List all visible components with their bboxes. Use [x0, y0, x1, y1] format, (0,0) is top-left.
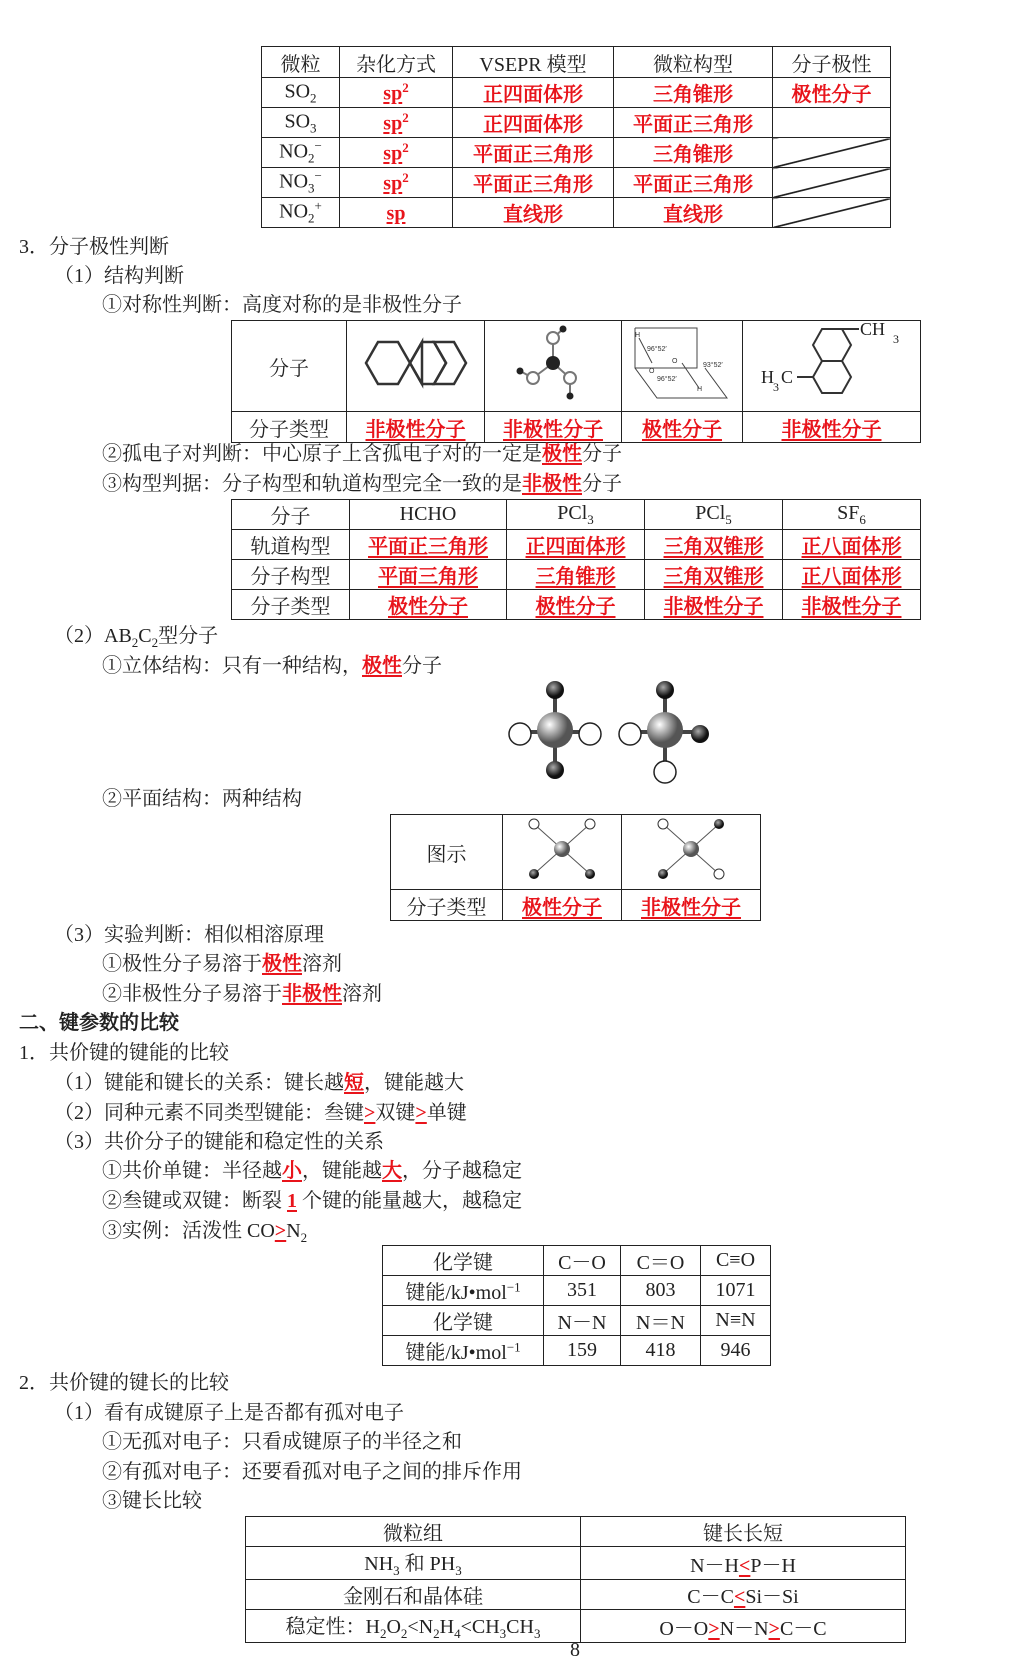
particle: $NO_3^-$	[262, 168, 340, 198]
molecule-type: 非极性分子	[365, 418, 466, 441]
hybridization-table	[261, 46, 891, 228]
answer: 大	[382, 1160, 402, 1182]
svg-text:C: C	[780, 367, 793, 387]
value-cell: N－N	[544, 1306, 621, 1336]
dimethylnaphthalene-image	[743, 321, 921, 412]
row-label: 化学键	[383, 1246, 544, 1276]
section-title: 1．共价键的键能的比较	[19, 1042, 229, 1064]
answer: 极性分子	[388, 596, 468, 618]
table-row	[262, 78, 891, 108]
bond-length-comparison: C－C<Si－Si	[581, 1580, 906, 1610]
answer: 正四面体形	[525, 536, 626, 558]
svg-text:96°52′: 96°52′	[657, 376, 677, 383]
subsection-title: （1）结构判断	[54, 265, 184, 287]
molecule-type: 非极性分子	[781, 418, 882, 441]
svg-text:H: H	[635, 332, 641, 339]
svg-text:H: H	[760, 367, 774, 387]
hydrogen-peroxide-image	[622, 321, 743, 412]
table-row	[262, 168, 891, 198]
polarity: 极性分子	[773, 78, 891, 108]
answer: 非极性分子	[801, 596, 902, 618]
text-line: （3）共价分子的键能和稳定性的关系	[54, 1131, 384, 1153]
answer: 三角锥形	[535, 566, 616, 588]
hybridization: sp	[340, 198, 453, 228]
planar-structure-table	[390, 814, 761, 921]
particle-group: 金刚石和晶体硅	[246, 1580, 581, 1610]
answer: 非极性	[522, 473, 582, 495]
particle-shape: 三角锥形	[614, 138, 773, 168]
bond-energy-table	[382, 1245, 771, 1366]
text-line: （2）同种元素不同类型键能：叁键>双键>单键	[54, 1102, 467, 1124]
svg-text:CH: CH	[859, 321, 885, 339]
row-label: 分子类型	[232, 412, 347, 443]
text-line: ②有孤对电子：还要看孤对电子之间的排斥作用	[102, 1461, 522, 1483]
answer: 非极性	[282, 983, 342, 1005]
hybridization: $sp^2$	[340, 78, 453, 108]
header-cell: 分子极性	[773, 47, 891, 78]
row-label: 轨道构型	[232, 530, 350, 560]
particle: $SO_3$	[262, 108, 340, 138]
polarity	[773, 138, 891, 168]
svg-text:O: O	[649, 368, 655, 375]
answer: 小	[282, 1160, 302, 1182]
configuration-table	[231, 499, 921, 620]
answer: 三角双锥形	[663, 566, 764, 588]
answer: 正八面体形	[801, 536, 902, 558]
hybridization: $sp^2$	[340, 138, 453, 168]
header-cell: 键长长短	[581, 1517, 906, 1547]
text-line: ②孤电子对判断：中心原子上含孤电子对的一定是极性分子	[102, 443, 622, 465]
polarity	[773, 168, 891, 198]
table-row	[262, 108, 891, 138]
svg-text:96°52′: 96°52′	[647, 346, 667, 353]
row-label: 分子	[232, 321, 347, 412]
nonpolar-planar-image	[622, 815, 761, 890]
hybridization: $sp^2$	[340, 108, 453, 138]
answer: 短	[344, 1072, 364, 1094]
vsepr-model: 直线形	[453, 198, 614, 228]
value-cell: C－O	[544, 1246, 621, 1276]
particle-shape: 平面正三角形	[614, 168, 773, 198]
text-line: ①共价单键：半径越小，键能越大，分子越稳定	[102, 1160, 522, 1182]
value-cell: C＝O	[621, 1246, 701, 1276]
value-cell: 803	[621, 1276, 701, 1306]
section-title: 2．共价键的键长的比较	[19, 1372, 229, 1394]
answer: 三角双锥形	[663, 536, 764, 558]
bond-length-comparison: N－H<P－H	[581, 1547, 906, 1580]
header-cell: 分子	[232, 500, 350, 530]
text-line: ①无孤对电子：只看成键原子的半径之和	[102, 1431, 462, 1453]
svg-text:3: 3	[772, 380, 779, 394]
particle-group: 稳定性：$H_2O_2<N_2H_4<CH_3CH_3$	[246, 1610, 581, 1643]
answer: 正八面体形	[801, 566, 902, 588]
table-row	[232, 560, 921, 590]
hybridization: $sp^2$	[340, 168, 453, 198]
polar-planar-image	[503, 815, 622, 890]
row-label: 分子构型	[232, 560, 350, 590]
header-cell: 杂化方式	[340, 47, 453, 78]
text-line: ③实例：活泼性 $CO>N_2$	[102, 1220, 308, 1245]
table-row	[232, 590, 921, 620]
text-line: ②叁键或双键：断裂 1 个键的能量越大，越稳定	[102, 1190, 522, 1212]
row-label: 分子类型	[391, 890, 503, 921]
molecule-type: 极性分子	[522, 896, 602, 919]
row-label: 键能/kJ•mol$^{-1}$	[383, 1276, 544, 1306]
svg-text:3: 3	[892, 332, 899, 346]
particle-shape: 三角锥形	[614, 78, 773, 108]
header-cell: VSEPR 模型	[453, 47, 614, 78]
answer: 平面三角形	[378, 566, 478, 588]
bond-length-comparison: O－O>N－N>C－C	[581, 1610, 906, 1643]
value-cell: N≡N	[701, 1306, 771, 1336]
section-heading: 二、键参数的比较	[19, 1012, 179, 1034]
particle-shape: 平面正三角形	[614, 108, 773, 138]
vsepr-model: 平面正三角形	[453, 138, 614, 168]
text-line: ③键长比较	[102, 1490, 202, 1512]
text-line: （1）键能和键长的关系：键长越短，键能越大	[54, 1072, 464, 1094]
header-cell: 微粒构型	[614, 47, 773, 78]
vsepr-model: 正四面体形	[453, 108, 614, 138]
table-row	[262, 198, 891, 228]
value-cell: 418	[621, 1336, 701, 1366]
row-label: 图示	[391, 815, 503, 890]
answer: >	[364, 1102, 376, 1124]
header-cell: HCHO	[350, 500, 507, 530]
header-cell: 微粒组	[246, 1517, 581, 1547]
symmetry-table	[231, 320, 921, 443]
polarity	[773, 198, 891, 228]
subsection-title: $(2)AB_2C_2$型分子	[54, 625, 219, 650]
value-cell: 946	[701, 1336, 771, 1366]
value-cell: N＝N	[621, 1306, 701, 1336]
particle: $NO_2^-$	[262, 138, 340, 168]
bond-length-table	[245, 1516, 906, 1643]
value-cell: 351	[544, 1276, 621, 1306]
text-line: ③构型判据：分子构型和轨道构型完全一致的是非极性分子	[102, 473, 622, 495]
text-line: ②非极性分子易溶于非极性溶剂	[102, 983, 382, 1005]
row-label: 键能/kJ•mol$^{-1}$	[383, 1336, 544, 1366]
text-line: ②平面结构：两种结构	[102, 788, 302, 810]
anthracene-image	[347, 321, 485, 412]
header-cell: PCl$_5$	[645, 500, 783, 530]
answer: 极性	[262, 953, 302, 975]
vsepr-model: 正四面体形	[453, 78, 614, 108]
ab2c2-3d-models-image	[500, 676, 730, 784]
answer: 1	[287, 1190, 297, 1212]
table-row	[262, 138, 891, 168]
value-cell: 1071	[701, 1276, 771, 1306]
answer: 平面正三角形	[368, 536, 488, 558]
molecule-type: 非极性分子	[503, 418, 603, 441]
particle-shape: 直线形	[614, 198, 773, 228]
particle-group: $NH_3$ 和 $PH_3$	[246, 1547, 581, 1580]
answer: 极性	[362, 655, 402, 677]
table-row	[383, 1306, 771, 1336]
value-cell: 159	[544, 1336, 621, 1366]
page-number: 8	[570, 1639, 580, 1661]
table-row	[232, 530, 921, 560]
value-cell: C≡O	[701, 1246, 771, 1276]
svg-text:H: H	[697, 386, 703, 393]
svg-text:93°52′: 93°52′	[703, 362, 723, 369]
header-cell: 微粒	[262, 47, 340, 78]
row-label: 分子类型	[232, 590, 350, 620]
section-title: 3．分子极性判断	[19, 236, 169, 258]
answer: 极性	[542, 443, 582, 465]
answer: >	[274, 1220, 287, 1242]
answer: 非极性分子	[663, 596, 764, 618]
table-row	[383, 1336, 771, 1366]
polarity	[773, 108, 891, 138]
text-line: ①极性分子易溶于极性溶剂	[102, 953, 342, 975]
row-label: 化学键	[383, 1306, 544, 1336]
vsepr-model: 平面正三角形	[453, 168, 614, 198]
molecule-type: 非极性分子	[641, 896, 741, 919]
particle: $SO_2$	[262, 78, 340, 108]
text-line: ①对称性判断：高度对称的是非极性分子	[102, 294, 462, 316]
particle: $NO_2^+$	[262, 198, 340, 228]
ozone-like-molecule-image	[485, 321, 622, 412]
answer: 极性分子	[535, 596, 616, 618]
answer: >	[415, 1102, 427, 1124]
text-line: ①立体结构：只有一种结构，极性分子	[102, 655, 442, 677]
subsection-title: （3）实验判断：相似相溶原理	[54, 924, 324, 946]
header-cell: PCl$_3$	[507, 500, 645, 530]
table-row	[383, 1276, 771, 1306]
text-line: （1）看有成键原子上是否都有孤对电子	[54, 1402, 404, 1424]
table-row	[383, 1246, 771, 1276]
molecule-type: 极性分子	[642, 418, 722, 441]
header-cell: $SF_6$	[783, 500, 921, 530]
svg-text:O: O	[672, 358, 678, 365]
